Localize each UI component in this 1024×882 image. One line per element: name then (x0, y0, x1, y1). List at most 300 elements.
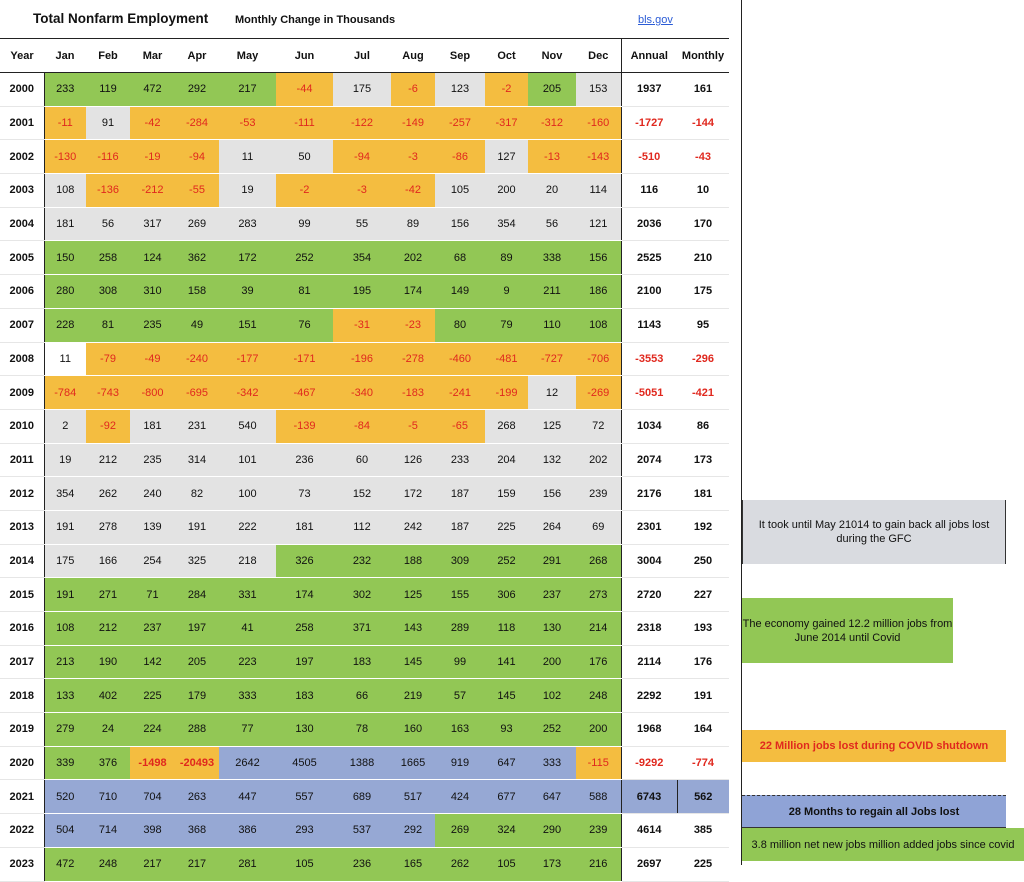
month-cell: 159 (485, 477, 528, 511)
annual-cell: -9292 (621, 746, 677, 780)
year-cell: 2013 (0, 510, 44, 544)
month-cell: 213 (44, 645, 86, 679)
month-cell: 2 (44, 409, 86, 443)
month-cell: 130 (276, 713, 333, 747)
month-cell: 517 (391, 780, 435, 814)
month-cell: 217 (219, 73, 276, 107)
month-cell: 540 (219, 409, 276, 443)
note-net-new-jobs: 3.8 million net new jobs million added jobs since covid (742, 828, 1024, 861)
monthly-avg-cell: 191 (677, 679, 729, 713)
annual-cell: 6743 (621, 780, 677, 814)
year-cell: 2000 (0, 73, 44, 107)
month-cell: 704 (130, 780, 175, 814)
table-row (0, 713, 729, 747)
month-cell: -143 (576, 140, 621, 174)
month-cell: 125 (528, 409, 576, 443)
table-row (0, 510, 729, 544)
month-cell: -706 (576, 342, 621, 376)
month-cell: -695 (175, 376, 219, 410)
monthly-avg-cell: 173 (677, 443, 729, 477)
month-cell: 200 (576, 713, 621, 747)
month-cell: 1665 (391, 746, 435, 780)
monthly-avg-cell: 164 (677, 713, 729, 747)
month-cell: 557 (276, 780, 333, 814)
month-cell: 269 (435, 814, 485, 848)
month-cell: 537 (333, 814, 391, 848)
month-cell: -49 (130, 342, 175, 376)
year-cell: 2003 (0, 174, 44, 208)
month-cell: 204 (485, 443, 528, 477)
month-cell: -196 (333, 342, 391, 376)
year-cell: 2018 (0, 679, 44, 713)
month-cell: 78 (333, 713, 391, 747)
month-cell: -284 (175, 106, 219, 140)
year-cell: 2004 (0, 207, 44, 241)
month-cell: -5 (391, 409, 435, 443)
month-cell: 105 (435, 174, 485, 208)
month-cell: 149 (435, 275, 485, 309)
month-cell: -784 (44, 376, 86, 410)
year-cell: 2023 (0, 847, 44, 881)
month-cell: 181 (276, 510, 333, 544)
note-months-to-regain: 28 Months to regain all Jobs lost (742, 795, 1006, 828)
month-cell: 239 (576, 477, 621, 511)
month-cell: 240 (130, 477, 175, 511)
monthly-avg-cell: 562 (677, 780, 729, 814)
column-header-oct: Oct (485, 39, 528, 73)
month-cell: 447 (219, 780, 276, 814)
month-cell: 647 (485, 746, 528, 780)
month-cell: 588 (576, 780, 621, 814)
month-cell: -312 (528, 106, 576, 140)
month-cell: 68 (435, 241, 485, 275)
month-cell: 175 (44, 544, 86, 578)
monthly-avg-cell: 170 (677, 207, 729, 241)
month-cell: -183 (391, 376, 435, 410)
column-header-mar: Mar (130, 39, 175, 73)
year-cell: 2002 (0, 140, 44, 174)
table-row (0, 275, 729, 309)
month-cell: -240 (175, 342, 219, 376)
month-cell: 60 (333, 443, 391, 477)
employment-table (0, 38, 729, 882)
month-cell: 278 (86, 510, 130, 544)
monthly-avg-cell: 250 (677, 544, 729, 578)
table-row (0, 73, 729, 107)
month-cell: 224 (130, 713, 175, 747)
monthly-avg-cell: 385 (677, 814, 729, 848)
year-cell: 2006 (0, 275, 44, 309)
month-cell: 200 (528, 645, 576, 679)
month-cell: 172 (391, 477, 435, 511)
note-gfc-recovery: It took until May 21014 to gain back all jobs lost during the GFC (742, 500, 1006, 564)
column-header-dec: Dec (576, 39, 621, 73)
month-cell: 56 (86, 207, 130, 241)
month-cell: 279 (44, 713, 86, 747)
month-cell: 118 (485, 612, 528, 646)
month-cell: -111 (276, 106, 333, 140)
month-cell: 402 (86, 679, 130, 713)
month-cell: 325 (175, 544, 219, 578)
month-cell: 324 (485, 814, 528, 848)
month-cell: 81 (86, 308, 130, 342)
month-cell: 155 (435, 578, 485, 612)
month-cell: 181 (130, 409, 175, 443)
month-cell: 126 (391, 443, 435, 477)
month-cell: 200 (485, 174, 528, 208)
month-cell: 143 (391, 612, 435, 646)
month-cell: 183 (333, 645, 391, 679)
month-cell: -13 (528, 140, 576, 174)
column-header-jul: Jul (333, 39, 391, 73)
monthly-avg-cell: 210 (677, 241, 729, 275)
month-cell: 354 (333, 241, 391, 275)
table-row (0, 241, 729, 275)
table-row (0, 342, 729, 376)
month-cell: 235 (130, 443, 175, 477)
year-cell: 2021 (0, 780, 44, 814)
month-cell: -84 (333, 409, 391, 443)
month-cell: 362 (175, 241, 219, 275)
month-cell: 2642 (219, 746, 276, 780)
month-cell: 39 (219, 275, 276, 309)
month-cell: -139 (276, 409, 333, 443)
column-header-sep: Sep (435, 39, 485, 73)
month-cell: 80 (435, 308, 485, 342)
annual-cell: -3553 (621, 342, 677, 376)
month-cell: -122 (333, 106, 391, 140)
month-cell: 102 (528, 679, 576, 713)
annual-cell: 2100 (621, 275, 677, 309)
month-cell: 231 (175, 409, 219, 443)
month-cell: 50 (276, 140, 333, 174)
month-cell: 252 (276, 241, 333, 275)
month-cell: 398 (130, 814, 175, 848)
table-row (0, 174, 729, 208)
month-cell: 49 (175, 308, 219, 342)
monthly-avg-cell: -421 (677, 376, 729, 410)
month-cell: 183 (276, 679, 333, 713)
month-cell: 248 (576, 679, 621, 713)
monthly-avg-cell: 181 (677, 477, 729, 511)
month-cell: 291 (528, 544, 576, 578)
month-cell: 212 (86, 612, 130, 646)
month-cell: 152 (333, 477, 391, 511)
month-cell: 57 (435, 679, 485, 713)
month-cell: 71 (130, 578, 175, 612)
month-cell: 354 (44, 477, 86, 511)
month-cell: 371 (333, 612, 391, 646)
month-cell: 218 (219, 544, 276, 578)
annual-cell: 1937 (621, 73, 677, 107)
month-cell: 262 (86, 477, 130, 511)
annual-cell: 4614 (621, 814, 677, 848)
table-row (0, 780, 729, 814)
month-cell: -340 (333, 376, 391, 410)
month-cell: 19 (219, 174, 276, 208)
month-cell: 269 (175, 207, 219, 241)
monthly-avg-cell: 225 (677, 847, 729, 881)
month-cell: 235 (130, 308, 175, 342)
month-cell: 191 (175, 510, 219, 544)
month-cell: 166 (86, 544, 130, 578)
year-cell: 2020 (0, 746, 44, 780)
month-cell: 156 (576, 241, 621, 275)
month-cell: 4505 (276, 746, 333, 780)
month-cell: -317 (485, 106, 528, 140)
note-covid-loss: 22 Million jobs lost during COVID shutdown (742, 730, 1006, 762)
month-cell: 56 (528, 207, 576, 241)
month-cell: 354 (485, 207, 528, 241)
annual-cell: 2036 (621, 207, 677, 241)
month-cell: 133 (44, 679, 86, 713)
annual-cell: 2176 (621, 477, 677, 511)
month-cell: 647 (528, 780, 576, 814)
table-row (0, 578, 729, 612)
year-cell: 2008 (0, 342, 44, 376)
month-cell: 132 (528, 443, 576, 477)
month-cell: 150 (44, 241, 86, 275)
month-cell: 252 (528, 713, 576, 747)
month-cell: 91 (86, 106, 130, 140)
month-cell: 72 (576, 409, 621, 443)
month-cell: 110 (528, 308, 576, 342)
month-cell: -460 (435, 342, 485, 376)
month-cell: -241 (435, 376, 485, 410)
month-cell: 258 (276, 612, 333, 646)
month-cell: 273 (576, 578, 621, 612)
month-cell: 714 (86, 814, 130, 848)
annual-cell: 2114 (621, 645, 677, 679)
monthly-avg-cell: -144 (677, 106, 729, 140)
month-cell: 145 (485, 679, 528, 713)
monthly-avg-cell: 227 (677, 578, 729, 612)
month-cell: -743 (86, 376, 130, 410)
month-cell: -727 (528, 342, 576, 376)
month-cell: 338 (528, 241, 576, 275)
month-cell: 268 (485, 409, 528, 443)
annual-cell: 2318 (621, 612, 677, 646)
month-cell: 105 (485, 847, 528, 881)
month-cell: 172 (219, 241, 276, 275)
annual-cell: 2074 (621, 443, 677, 477)
month-cell: 174 (391, 275, 435, 309)
month-cell: -20493 (175, 746, 219, 780)
month-cell: 290 (528, 814, 576, 848)
month-cell: 472 (130, 73, 175, 107)
monthly-avg-cell: -774 (677, 746, 729, 780)
month-cell: -212 (130, 174, 175, 208)
month-cell: 165 (391, 847, 435, 881)
year-cell: 2015 (0, 578, 44, 612)
month-cell: -19 (130, 140, 175, 174)
monthly-avg-cell: 192 (677, 510, 729, 544)
month-cell: 114 (576, 174, 621, 208)
annual-cell: 1034 (621, 409, 677, 443)
month-cell: 222 (219, 510, 276, 544)
month-cell: 339 (44, 746, 86, 780)
month-cell: 302 (333, 578, 391, 612)
annual-cell: 2697 (621, 847, 677, 881)
month-cell: 139 (130, 510, 175, 544)
month-cell: 237 (130, 612, 175, 646)
month-cell: 89 (391, 207, 435, 241)
month-cell: 280 (44, 275, 86, 309)
month-cell: 368 (175, 814, 219, 848)
month-cell: 187 (435, 510, 485, 544)
column-header-annual: Annual (621, 39, 677, 73)
year-cell: 2012 (0, 477, 44, 511)
month-cell: 254 (130, 544, 175, 578)
month-cell: 76 (276, 308, 333, 342)
month-cell: -116 (86, 140, 130, 174)
month-cell: 202 (391, 241, 435, 275)
month-cell: 121 (576, 207, 621, 241)
month-cell: 197 (175, 612, 219, 646)
month-cell: 317 (130, 207, 175, 241)
month-cell: -160 (576, 106, 621, 140)
month-cell: 239 (576, 814, 621, 848)
month-cell: 187 (435, 477, 485, 511)
month-cell: 99 (276, 207, 333, 241)
month-cell: 331 (219, 578, 276, 612)
month-cell: 191 (44, 510, 86, 544)
month-cell: 242 (391, 510, 435, 544)
month-cell: -342 (219, 376, 276, 410)
month-cell: 689 (333, 780, 391, 814)
month-cell: 197 (276, 645, 333, 679)
month-cell: 77 (219, 713, 276, 747)
annual-cell: 116 (621, 174, 677, 208)
month-cell: 127 (485, 140, 528, 174)
annual-cell: -1727 (621, 106, 677, 140)
month-cell: 175 (333, 73, 391, 107)
year-cell: 2005 (0, 241, 44, 275)
month-cell: 153 (576, 73, 621, 107)
month-cell: -94 (333, 140, 391, 174)
note-jobs-gained: The economy gained 12.2 million jobs from June 2014 until Covid (742, 598, 953, 663)
month-cell: 310 (130, 275, 175, 309)
month-cell: 216 (576, 847, 621, 881)
month-cell: 205 (175, 645, 219, 679)
table-row (0, 443, 729, 477)
month-cell: 333 (219, 679, 276, 713)
sheet-subtitle: Monthly Change in Thousands (235, 14, 396, 26)
table-row (0, 645, 729, 679)
month-cell: -55 (175, 174, 219, 208)
month-cell: -42 (391, 174, 435, 208)
month-cell: 232 (333, 544, 391, 578)
month-cell: 263 (175, 780, 219, 814)
month-cell: 124 (130, 241, 175, 275)
column-header-year: Year (0, 39, 44, 73)
month-cell: 174 (276, 578, 333, 612)
table-row (0, 207, 729, 241)
monthly-avg-cell: 175 (677, 275, 729, 309)
month-cell: 472 (44, 847, 86, 881)
annual-cell: 1143 (621, 308, 677, 342)
month-cell: 93 (485, 713, 528, 747)
table-row (0, 612, 729, 646)
month-cell: 314 (175, 443, 219, 477)
month-cell: 108 (44, 612, 86, 646)
month-cell: 108 (576, 308, 621, 342)
table-row (0, 308, 729, 342)
column-header-monthly: Monthly (677, 39, 729, 73)
month-cell: 55 (333, 207, 391, 241)
table-row (0, 409, 729, 443)
month-cell: 306 (485, 578, 528, 612)
month-cell: 20 (528, 174, 576, 208)
month-cell: 233 (44, 73, 86, 107)
month-cell: 225 (485, 510, 528, 544)
month-cell: 212 (86, 443, 130, 477)
month-cell: -800 (130, 376, 175, 410)
month-cell: -136 (86, 174, 130, 208)
month-cell: 258 (86, 241, 130, 275)
month-cell: 179 (175, 679, 219, 713)
table-row (0, 376, 729, 410)
source-link[interactable]: bls.gov (638, 14, 673, 26)
month-cell: -1498 (130, 746, 175, 780)
month-cell: 677 (485, 780, 528, 814)
month-cell: 125 (391, 578, 435, 612)
month-cell: 217 (130, 847, 175, 881)
annual-cell: 2720 (621, 578, 677, 612)
month-cell: 158 (175, 275, 219, 309)
year-cell: 2022 (0, 814, 44, 848)
month-cell: -65 (435, 409, 485, 443)
month-cell: -42 (130, 106, 175, 140)
year-cell: 2001 (0, 106, 44, 140)
month-cell: -269 (576, 376, 621, 410)
month-cell: -3 (333, 174, 391, 208)
month-cell: 202 (576, 443, 621, 477)
month-cell: -278 (391, 342, 435, 376)
header-row (0, 39, 729, 73)
month-cell: -115 (576, 746, 621, 780)
month-cell: -2 (485, 73, 528, 107)
month-cell: 237 (528, 578, 576, 612)
month-cell: 205 (528, 73, 576, 107)
table-row (0, 477, 729, 511)
month-cell: 195 (333, 275, 391, 309)
month-cell: 66 (333, 679, 391, 713)
monthly-avg-cell: 161 (677, 73, 729, 107)
year-cell: 2009 (0, 376, 44, 410)
month-cell: -3 (391, 140, 435, 174)
month-cell: 236 (333, 847, 391, 881)
title-row (0, 0, 742, 38)
annual-cell: 2292 (621, 679, 677, 713)
month-cell: 504 (44, 814, 86, 848)
month-cell: 283 (219, 207, 276, 241)
table-row (0, 140, 729, 174)
month-cell: 211 (528, 275, 576, 309)
month-cell: 233 (435, 443, 485, 477)
month-cell: -257 (435, 106, 485, 140)
month-cell: 108 (44, 174, 86, 208)
month-cell: -2 (276, 174, 333, 208)
month-cell: -23 (391, 308, 435, 342)
month-cell: 376 (86, 746, 130, 780)
annual-cell: -510 (621, 140, 677, 174)
monthly-avg-cell: 10 (677, 174, 729, 208)
month-cell: 156 (528, 477, 576, 511)
month-cell: 386 (219, 814, 276, 848)
month-cell: 190 (86, 645, 130, 679)
month-cell: 268 (576, 544, 621, 578)
